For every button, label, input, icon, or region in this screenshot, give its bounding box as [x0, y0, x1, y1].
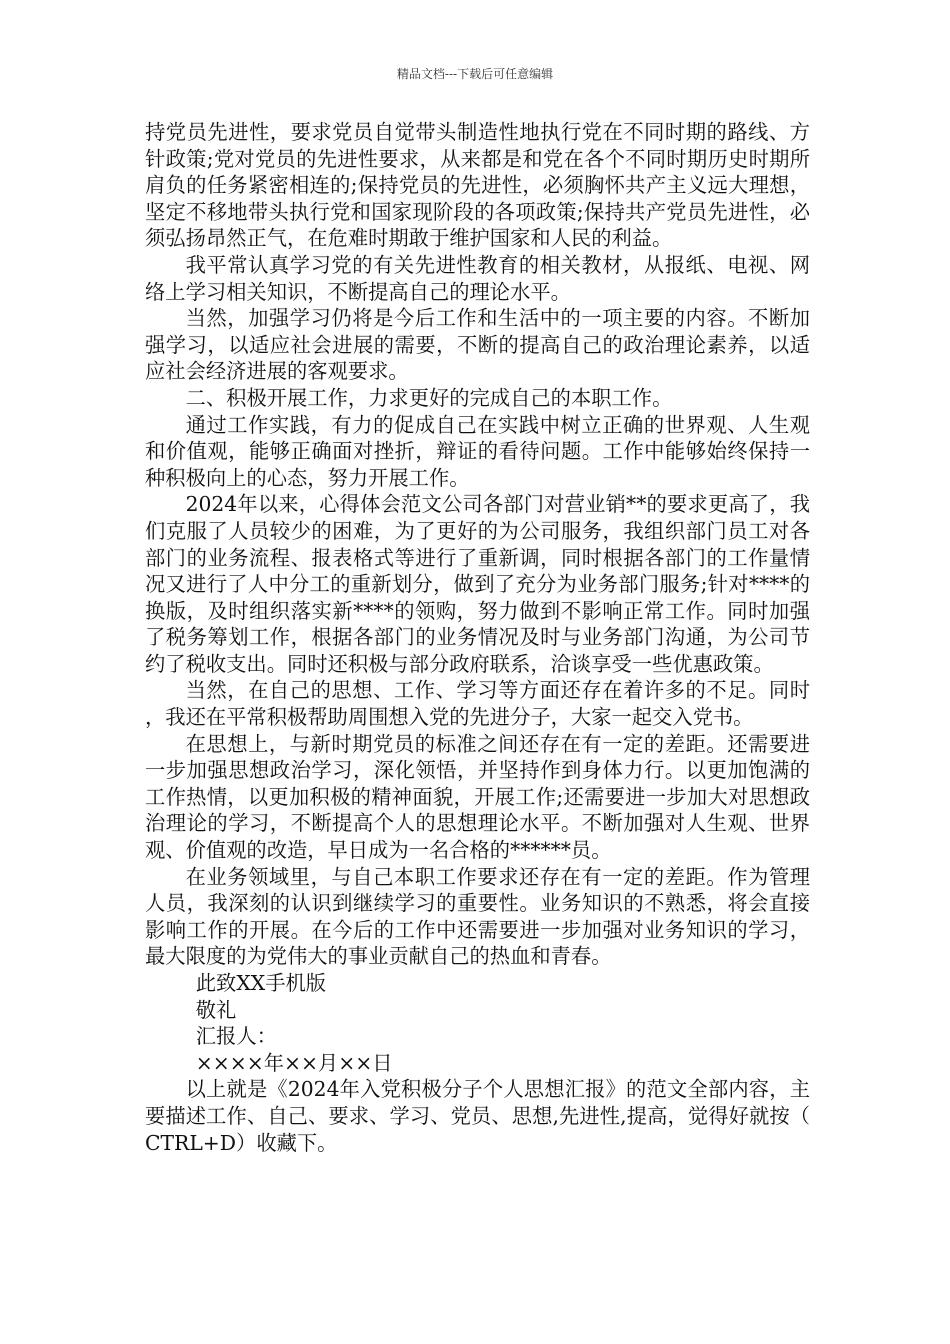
page-header: 精品文档---下载后可任意编辑	[396, 67, 554, 81]
closing-reporter: 汇报人：	[195, 1024, 277, 1049]
document-body	[145, 119, 810, 1156]
closing-regards: 敬礼	[195, 997, 237, 1022]
closing-date: ××××年××月××日	[195, 1050, 393, 1075]
paragraph: 当然，在自己的思想、工作、学习等方面还存在着许多的不足。同时，我还在平常积极帮助周围想入党的先进分子，大家一起交入党书。	[145, 678, 810, 730]
paragraph: 在业务领域里，与自己本职工作要求还存在有一定的差距。作为管理人员，我深刻的认识到继续学习的重要性。业务知识的不熟悉，将会直接影响工作的开展。在今后的工作中还需要进一步加强对业务知识的学习，最大限度的为党伟大的事业贡献自己的热血和青春。	[145, 864, 810, 969]
paragraph: 当然，加强学习仍将是今后工作和生活中的一项主要的内容。不断加强学习，以适应社会进展的需要，不断的提高自己的政治理论素养，以适应社会经济进展的客观要求。	[145, 306, 810, 384]
paragraph-continuation: 持党员先进性，要求党员自觉带头制造性地执行党在不同时期的路线、方针政策;党对党员的先进性要求，从来都是和党在各个不同时期历史时期所肩负的任务紧密相连的;保持党员的先进性，必须胸怀共产主义远大理想，坚定不移地带头执行党和国家现阶段的各项政策;保持共产党员先进性，必须弘扬昂然正气，在危难时期敢于维护国家和人民的利益。	[145, 120, 810, 251]
paragraph: 我平常认真学习党的有关先进性教育的相关教材，从报纸、电视、网络上学习相关知识，不断提高自己的理论水平。	[145, 252, 810, 304]
paragraph: 在思想上，与新时期党员的标准之间还存在有一定的差距。还需要进一步加强思想政治学习，深化领悟，并坚持作到身体力行。以更加饱满的工作热情，以更加积极的精神面貌，开展工作;还需要进一步加大对思想政治理论的学习，不断提高个人的思想理论水平。不断加强对人生观、世界观、价值观的改造，早日成为一名合格的******员。	[145, 731, 810, 863]
summary-paragraph: 以上就是《2024年入党积极分子个人思想汇报》的范文全部内容，主要描述工作、自己、要求、学习、党员、思想,先进性,提高，觉得好就按（CTRL+D）收藏下。	[145, 1077, 810, 1155]
section-heading: 二、积极开展工作，力求更好的完成自己的本职工作。	[185, 385, 673, 410]
paragraph: 通过工作实践，有力的促成自己在实践中树立正确的世界观、人生观和价值观，能够正确面对挫折，辩证的看待问题。工作中能够始终保持一种积极向上的心态，努力开展工作。	[145, 412, 810, 490]
paragraph: 2024年以来，心得体会范文公司各部门对营业销**的要求更高了，我们克服了人员较少的困难，为了更好的为公司服务，我组织部门员工对各部门的业务流程、报表格式等进行了重新调，同时根据各部门的工作量情况又进行了人中分工的重新划分，做到了充分为业务部门服务;针对****的换版，及时组织落实新****的领购，努力做到不影响正常工作。同时加强了税务筹划工作，根据各部门的业务情况及时与业务部门沟通，为公司节约了税收支出。同时还积极与部分政府联系，洽谈享受一些优惠政策。	[145, 492, 810, 676]
closing-salutation: 此致XX手机版	[195, 971, 327, 995]
